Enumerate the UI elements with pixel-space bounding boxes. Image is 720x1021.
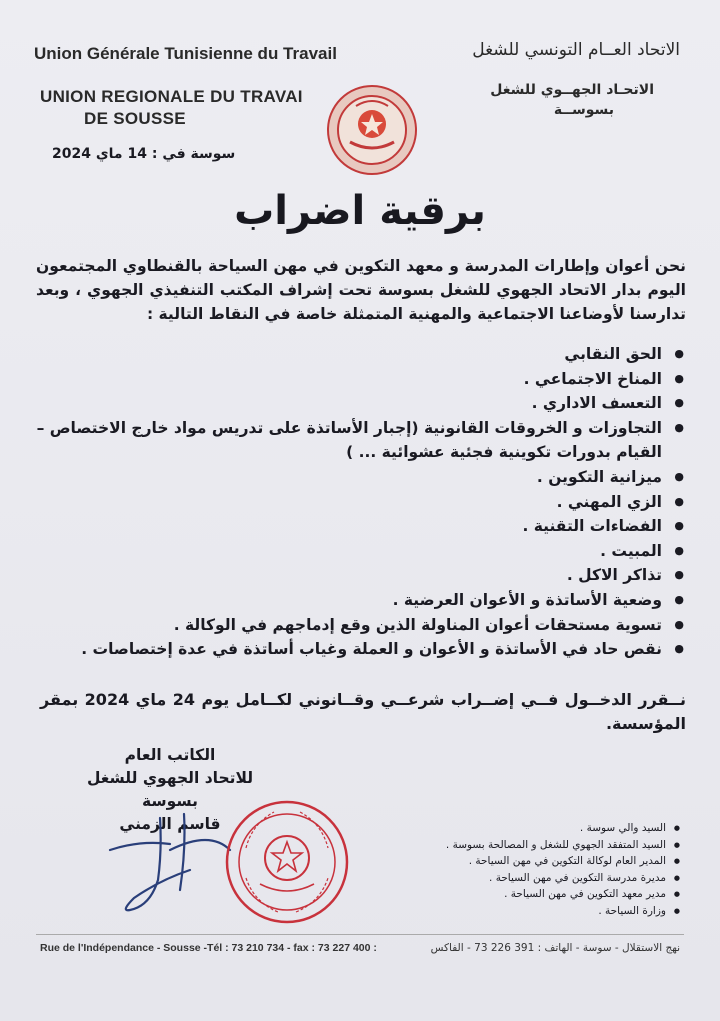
regional-union-stamp-icon (222, 798, 352, 926)
footer-address-arabic: نهج الاستقلال - سوسة - الهاتف : 391 226 73 - الفاكس (430, 942, 680, 954)
list-item: ● ميزانية التكوين . (24, 465, 684, 490)
list-item: ● تذاكر الاكل . (24, 563, 684, 588)
regional-union-arabic-line2: بسوســة (553, 102, 614, 118)
list-item: ● المدير العام لوكالة التكوين في مهن السياحة . (380, 853, 680, 870)
list-item: ● التجاوزات و الخروقات القانونية (إجبار الأساتذة على تدريس مواد خارج الاختصاص – القيام بدورات تكوينية فجئية عشوائية ... ) (24, 416, 684, 465)
org-name-arabic: الاتحاد العــام التونسي للشغل (472, 40, 680, 60)
grievance-list (24, 342, 684, 662)
regional-union-french-line2: DE SOUSSE (84, 109, 186, 128)
list-item: ● الزي المهني . (24, 490, 684, 515)
list-item: ● وزارة السياحة . (380, 903, 680, 920)
regional-union-arabic-line1: الاتحـاد الجهــوي للشغل (490, 82, 654, 98)
ugtt-emblem-icon (326, 84, 418, 176)
list-item: ● نقص حاد في الأساتذة و الأعوان و العملة وغياب أساتذة في عدة إختصاصات . (24, 637, 684, 662)
list-item: ● مديرة مدرسة التكوين في مهن السياحة . (380, 870, 680, 887)
list-item: ● وضعية الأساتذة و الأعوان العرضية . (24, 588, 684, 613)
footer-divider (36, 934, 684, 935)
document-title: برقية اضراب (234, 188, 486, 234)
regional-union-arabic (490, 80, 654, 120)
list-item: ● تسوية مستحقات أعوان المناولة الذين وقع إدماجهم في الوكالة . (24, 613, 684, 638)
intro-paragraph: نحن أعوان وإطارات المدرسة و معهد التكوين في مهن السياحة بالقنطاوي المجتمعون اليوم بدار الاتحاد الجهوي للشغل بسوسة تحت إشراف المكتب التنفيذي الجهوي ، وبعد تدارسنا لأوضاعنا الاجتماعية والمهنية المتمثلة خاصة في النقاط التالية : (36, 257, 686, 323)
org-name-french: Union Générale Tunisienne du Travail (34, 44, 337, 63)
signatory-name: قاسم الزمني (119, 815, 221, 833)
document-date: سوسة في : 14 ماي 2024 (52, 146, 236, 162)
list-item: ● السيد والي سوسة . (380, 820, 680, 837)
signatory-organization: للاتحاد الجهوي للشغل بسوسة (86, 769, 254, 810)
list-item: ● التعسف الاداري . (24, 391, 684, 416)
signatory-title: الكاتب العام (124, 746, 216, 764)
recipients-list (380, 820, 680, 920)
regional-union-french (40, 86, 303, 130)
list-item: ● المبيت . (24, 539, 684, 564)
list-item: ● المناخ الاجتماعي . (24, 367, 684, 392)
list-item: ● الحق النقابي (24, 342, 684, 367)
regional-union-french-line1: UNION REGIONALE DU TRAVAI (40, 87, 303, 106)
list-item: ● السيد المتفقد الجهوي للشغل و المصالحة بسوسة . (380, 837, 680, 854)
footer-address-french: Rue de l'Indépendance - Sousse -Tél : 73 210 734 - fax : 73 227 400 : (40, 942, 377, 954)
list-item: ● الفضاءات التقنية . (24, 514, 684, 539)
footer (40, 942, 680, 954)
strike-decision: نــقرر الدخــول فــي إضــراب شرعــي وقــانوني لكــامل يوم 24 ماي 2024 بمقر المؤسسة. (40, 690, 687, 733)
list-item: ● مدير معهد التكوين في مهن السياحة . (380, 886, 680, 903)
